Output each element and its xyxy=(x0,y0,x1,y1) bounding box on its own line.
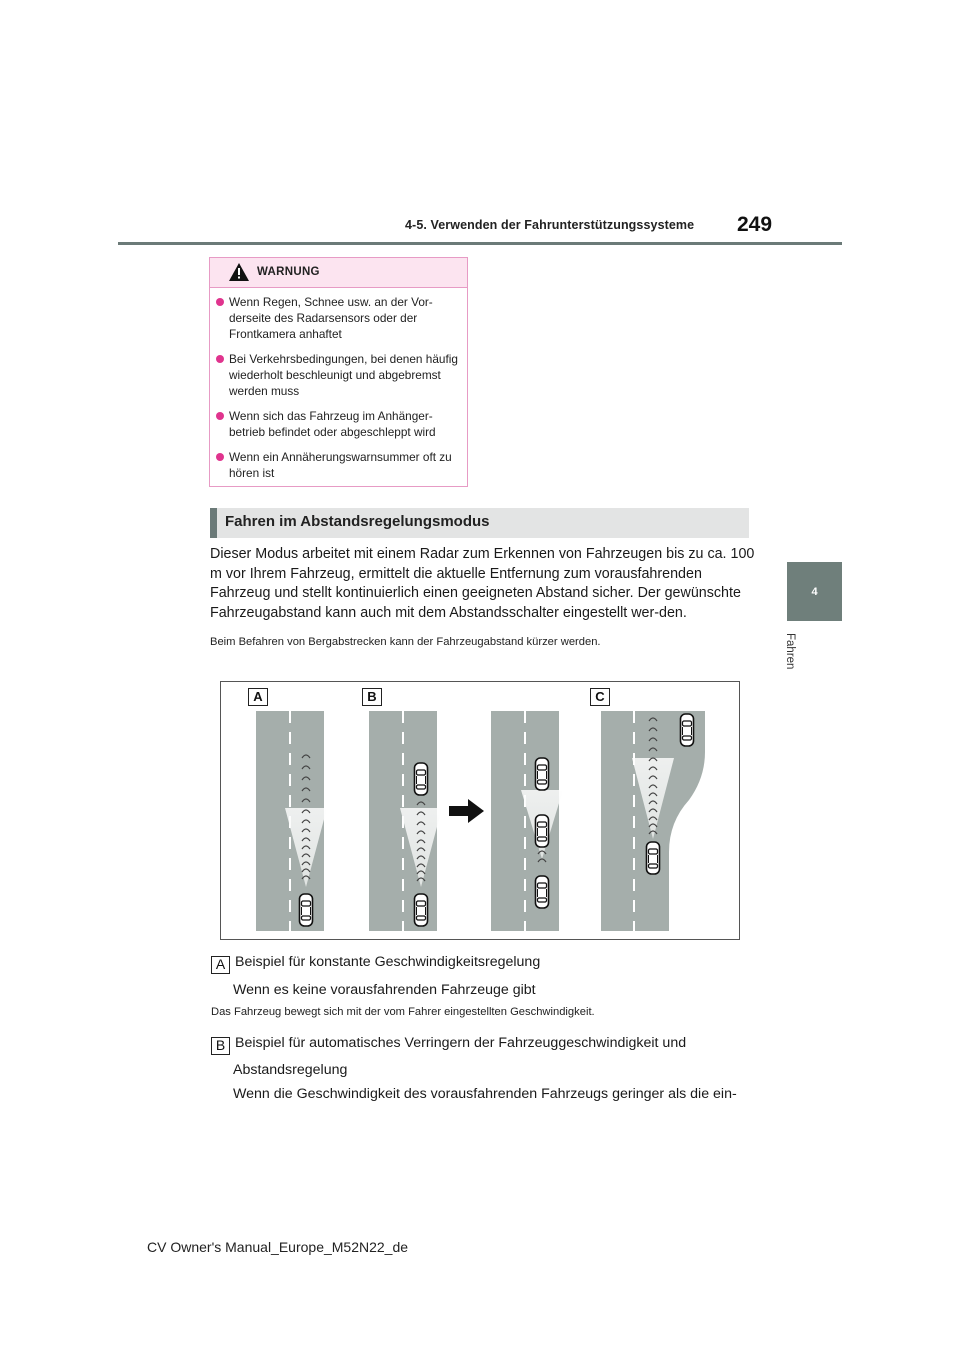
warning-item: Bei Verkehrsbedingungen, bei denen häufig wiederholt beschleunigt und abgebremst werden muss xyxy=(215,351,459,399)
description-a-subtitle: Wenn es keine vorausfahrenden Fahrzeuge gibt xyxy=(233,982,536,998)
warning-header xyxy=(210,258,467,288)
panel-a xyxy=(256,711,327,931)
description-a-text: Beispiel für konstante Geschwindigkeitsregelung xyxy=(235,954,541,970)
section-title: 4-5. Verwenden der Fahrunterstützungssysteme xyxy=(405,218,695,232)
own-vehicle-icon xyxy=(536,876,549,908)
middle-vehicle-icon xyxy=(536,815,549,847)
warning-triangle-icon xyxy=(228,262,250,282)
warning-item: Wenn ein Annäherungswarnsummer oft zu hören ist xyxy=(215,449,459,481)
description-b-line3: Wenn die Geschwindigkeit des vorausfahrenden Fahrzeugs geringer als die ein- xyxy=(233,1086,737,1102)
footer-manual-id: CV Owner's Manual_Europe_M52N22_de xyxy=(147,1239,409,1255)
figure-label-c: C xyxy=(590,688,610,706)
figure-label-b: B xyxy=(362,688,382,706)
figure-label-a: A xyxy=(248,688,268,706)
description-b-title xyxy=(211,1035,686,1055)
page-number: 249 xyxy=(737,213,773,236)
warning-item: Wenn Regen, Schnee usw. an der Vor-derseite des Radarsensors oder der Frontkamera anhaftet xyxy=(215,294,459,342)
description-a-note: Das Fahrzeug bewegt sich mit der vom Fahrer eingestellten Geschwindigkeit. xyxy=(211,1006,595,1018)
arrow-right-icon xyxy=(449,799,484,823)
panel-b-result xyxy=(491,711,563,931)
body-text: Dieser Modus arbeitet mit einem Radar zum Erkennen von Fahrzeugen bis zu ca. 100 m vor Ihrem Fahrzeug, ermittelt die aktuelle Entfernung zum vorausfahrenden Fahrzeug und stellt kontinuierlich einen geeigneten Abstand sicher. Der gewünschte Fahrzeugabstand kann auch mit dem Abstandsschalter eingestellt wer-den. xyxy=(210,546,755,621)
chapter-tab[interactable] xyxy=(787,562,842,621)
description-b-label: B xyxy=(211,1037,230,1055)
own-vehicle-icon xyxy=(647,842,660,874)
description-b-text: Beispiel für automatisches Verringern der Fahrzeuggeschwindigkeit und xyxy=(235,1035,687,1051)
own-vehicle-icon xyxy=(300,894,313,926)
panel-c xyxy=(601,711,705,931)
body-paragraph xyxy=(210,545,755,653)
description-b-line2: Abstandsregelung xyxy=(233,1062,348,1078)
warning-item: Wenn sich das Fahrzeug im Anhänger-betrieb befindet oder abgeschleppt wird xyxy=(215,408,459,440)
panel-b xyxy=(369,711,442,931)
description-a-label: A xyxy=(211,956,230,974)
header-divider xyxy=(118,242,842,245)
lead-vehicle-icon xyxy=(415,763,428,795)
chapter-label: Fahren xyxy=(784,633,796,670)
section-heading xyxy=(210,508,749,538)
radar-diagram-svg xyxy=(221,682,739,939)
warning-title: WARNUNG xyxy=(257,266,320,278)
own-vehicle-icon xyxy=(415,894,428,926)
description-a-title xyxy=(211,954,540,974)
body-note: Beim Befahren von Bergabstrecken kann der Fahrzeugabstand kürzer werden. xyxy=(210,636,601,649)
radar-diagram xyxy=(220,681,740,940)
lead-vehicle-icon xyxy=(536,758,549,790)
section-heading-text: Fahren im Abstandsregelungsmodus xyxy=(225,513,490,530)
chapter-number: 4 xyxy=(811,585,818,598)
merging-vehicle-icon xyxy=(681,714,694,746)
warning-box xyxy=(209,257,468,487)
warning-list xyxy=(210,288,467,481)
